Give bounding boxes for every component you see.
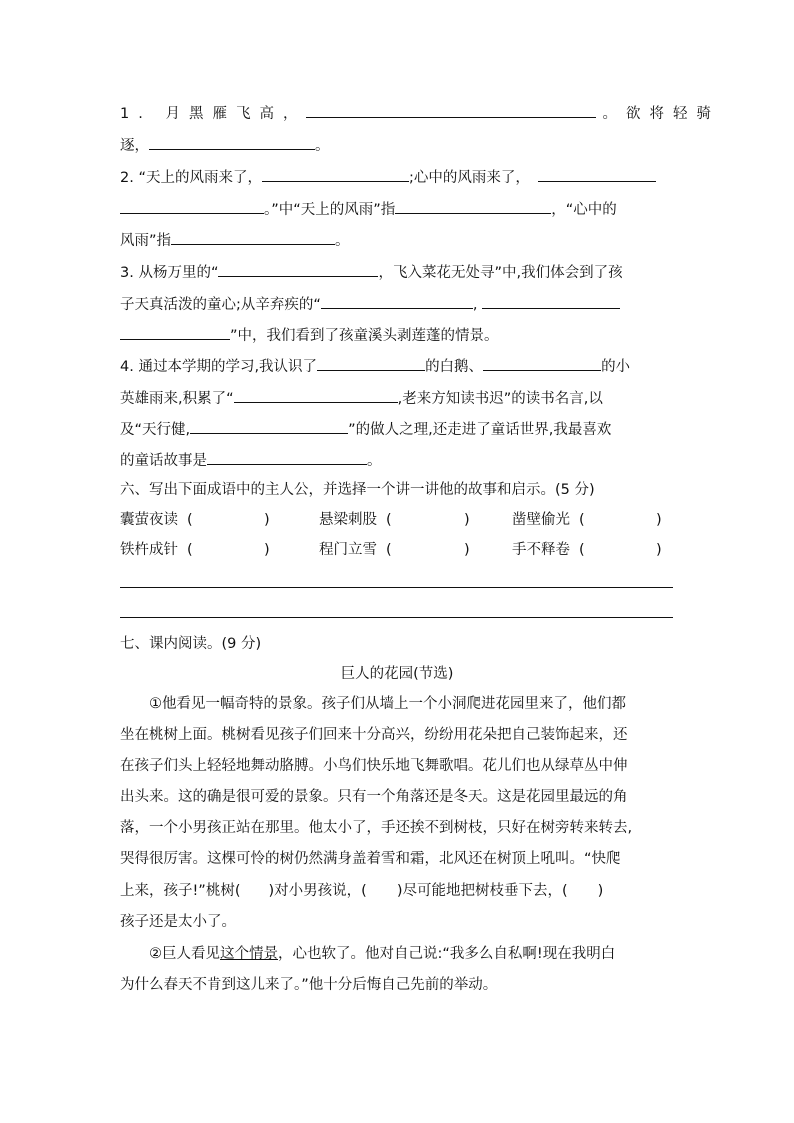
passage-text: ，心也软了。他对自己说:“我多么自私啊!现在我明白 (278, 946, 616, 962)
q3-text: ”中，我们看到了孩童溪头剥莲蓬的情景。 (230, 328, 499, 344)
passage-text: )尽可能地把树枝垂下去，( (396, 883, 568, 899)
q2-text: 2. “天上的风雨来了， (120, 170, 262, 186)
open-paren: ( (187, 542, 193, 558)
idiom-label: 囊萤夜读 (120, 512, 178, 528)
passage-line: 为什么春天不肯到这儿来了。”他十分后悔自己先前的举动。 (120, 977, 498, 993)
close-paren: ) (656, 512, 662, 528)
q4-text: 4. 通过本学期的学习,我认识了 (120, 359, 318, 375)
q1-text: 逐， (120, 138, 149, 154)
q2-blank-3[interactable] (120, 197, 264, 214)
close-paren: ) (464, 512, 470, 528)
q1-text: 。欲将轻骑 (602, 106, 720, 122)
q3-text: 子天真活泼的童心;从辛弃疾的“ (120, 297, 321, 313)
q2-blank-1[interactable] (262, 165, 409, 182)
q2-blank-2[interactable] (538, 165, 656, 182)
q3-blank-3[interactable] (482, 292, 620, 309)
q4-text: 的白鹅、 (425, 359, 484, 375)
q4-blank-1[interactable] (317, 354, 425, 371)
idiom-label: 悬梁刺股 (319, 512, 377, 528)
q2-text: ;心中的风雨来了， (408, 170, 530, 186)
q4-text: 的小 (601, 359, 631, 375)
q4-text: ”的做人之理,还走进了童话世界,我最喜欢 (348, 422, 612, 438)
q1-line2 (120, 133, 675, 155)
q2-text: 。 (335, 233, 350, 249)
q3-blank-2[interactable] (321, 292, 473, 309)
q2-line2 (120, 197, 675, 219)
q2-line1 (120, 165, 675, 187)
idiom-label: 凿壁偷光 (512, 512, 570, 528)
q3-line2 (120, 292, 675, 314)
q3-blank-4[interactable] (120, 323, 230, 340)
passage-title: 巨人的花园(节选) (340, 666, 454, 682)
idiom-item (120, 509, 178, 531)
q4-line3 (120, 417, 675, 439)
open-paren: ( (386, 512, 392, 528)
q3-text: ，飞入菜花无处寻”中,我们体会到了孩 (378, 265, 623, 281)
passage-line: 出头来。这的确是很可爱的景象。只有一个角落还是冬天。这是花园里最远的角 (120, 789, 628, 805)
q2-blank-4[interactable] (395, 197, 551, 214)
answer-line[interactable] (120, 587, 673, 588)
q1-line1 (120, 101, 720, 123)
q4-line2 (120, 386, 675, 408)
passage-text: )对小男孩说，( (268, 883, 367, 899)
q1-text: 1. 月黑雁飞高， (120, 106, 307, 122)
q3-line3 (120, 323, 675, 345)
passage-text: 上来，孩子!”桃树( (120, 883, 241, 899)
q1-blank-1[interactable] (306, 101, 596, 118)
q3-blank-1[interactable] (218, 260, 378, 277)
q4-blank-3[interactable] (234, 386, 398, 403)
q4-line1 (120, 354, 675, 376)
passage-text: ②巨人看见 (149, 946, 220, 962)
q2-text: 风雨”指 (120, 233, 172, 249)
passage-line: 孩子还是太小了。 (120, 914, 236, 930)
passage-line: 坐在桃树上面。桃树看见孩子们回来十分高兴，纷纷用花朵把自己装饰起来，还 (120, 727, 628, 743)
q4-text: 及“天行健, (120, 422, 191, 438)
q3-text: 3. 从杨万里的“ (120, 265, 219, 281)
q2-line3 (120, 228, 675, 250)
close-paren: ) (264, 542, 270, 558)
passage-text: ) (597, 883, 604, 899)
q4-text: ,老来方知读书迟”的读书名言,以 (397, 391, 603, 407)
idiom-label: 铁杵成针 (120, 542, 178, 558)
q4-blank-4[interactable] (190, 417, 348, 434)
close-paren: ) (264, 512, 270, 528)
passage-line: 落，一个小男孩正站在那里。他太小了，手还挨不到树枝，只好在树旁转来转去, (120, 820, 633, 836)
q2-text: ，“心中的 (551, 202, 617, 218)
idiom-item (319, 509, 377, 531)
idiom-label: 手不释卷 (512, 542, 570, 558)
close-paren: ) (656, 542, 662, 558)
q4-line4 (120, 448, 675, 470)
passage-line: ①他看见一幅奇特的景象。孩子们从墙上一个小洞爬进花园里来了，他们都 (149, 696, 626, 712)
open-paren: ( (187, 512, 193, 528)
q2-blank-5[interactable] (171, 228, 335, 245)
passage-line: 哭得很厉害。这棵可怜的树仍然满身盖着雪和霜，北风还在树顶上吼叫。“快爬 (120, 851, 621, 867)
q3-text: , (472, 297, 478, 313)
close-paren: ) (464, 542, 470, 558)
idiom-item (319, 539, 377, 561)
idiom-item (512, 509, 570, 531)
passage-p2-line1 (149, 943, 677, 965)
idiom-item (120, 539, 178, 561)
open-paren: ( (579, 542, 585, 558)
q4-blank-5[interactable] (207, 448, 367, 465)
q3-line1 (120, 260, 675, 282)
passage-line-blanks (120, 880, 675, 902)
section6-heading: 六、写出下面成语中的主人公，并选择一个讲一讲他的故事和启示。(5 分) (120, 482, 595, 498)
q4-text: 。 (367, 453, 382, 469)
q2-text: 。”中“天上的风雨”指 (264, 202, 396, 218)
answer-line[interactable] (120, 617, 673, 618)
passage-line: 在孩子们头上轻轻地舞动胳膊。小鸟们快乐地飞舞歌唱。花儿们也从绿草丛中伸 (120, 758, 628, 774)
section7-heading: 七、课内阅读。(9 分) (120, 636, 262, 652)
q1-text: 。 (315, 138, 330, 154)
q4-text: 的童话故事是 (120, 453, 207, 469)
q4-text: 英雄雨来,积累了“ (120, 391, 234, 407)
underlined-phrase: 这个情景 (220, 946, 278, 962)
q4-blank-2[interactable] (483, 354, 601, 371)
open-paren: ( (579, 512, 585, 528)
idiom-item (512, 539, 570, 561)
q1-blank-2[interactable] (149, 133, 315, 150)
idiom-label: 程门立雪 (319, 542, 377, 558)
open-paren: ( (386, 542, 392, 558)
